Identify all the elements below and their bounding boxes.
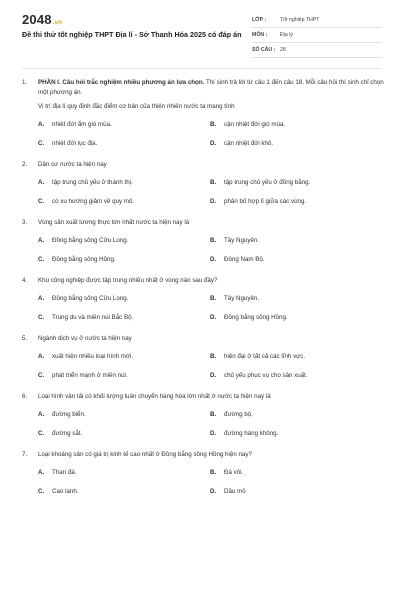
answer-options: [38, 352, 384, 380]
meta-row-count: [252, 43, 382, 58]
question-stem: Vị trí địa lí quy định đặc điểm cơ bản của thiên nhiên nước ta mang tính: [38, 103, 235, 110]
meta-row-class: [252, 13, 382, 28]
answer-options: [38, 468, 384, 496]
meta-key: LỚP :: [252, 17, 267, 23]
section-instructions: Thí sinh trả lời từ câu 1 đến câu 18. Mỗi câu hỏi thí sinh chỉ chọn một phương án.: [38, 79, 384, 96]
question-1: [22, 78, 384, 148]
exam-title: Đề thi thử tốt nghiệp THPT Địa lí - Sở Thanh Hóa 2025 có đáp án: [22, 30, 242, 39]
question-number: 3.: [22, 219, 28, 226]
option-d[interactable]: D. đường hàng không.: [210, 430, 279, 437]
option-a[interactable]: A. xuất hiện nhiều loại hình mới.: [38, 353, 134, 360]
question-5: [22, 334, 384, 380]
option-b[interactable]: B. cận nhiệt đới gió mùa.: [210, 121, 286, 128]
option-c[interactable]: C. đường sắt.: [38, 430, 83, 437]
question-2: [22, 160, 384, 206]
site-logo[interactable]: [22, 12, 62, 27]
exam-meta: [252, 13, 382, 58]
question-number: 1.: [22, 79, 28, 86]
option-a[interactable]: A. Đồng bằng sông Cửu Long.: [38, 237, 129, 244]
question-number: 7.: [22, 451, 28, 458]
option-b[interactable]: B. Tây Nguyên.: [210, 237, 260, 244]
meta-row-subject: [252, 28, 382, 43]
answer-options: [38, 120, 384, 148]
answer-options: [38, 294, 384, 322]
meta-value: Địa lý: [280, 32, 293, 38]
logo-text: 2048: [22, 12, 52, 27]
question-text: [38, 78, 384, 98]
question-3: [22, 218, 384, 264]
option-b[interactable]: B. Tây Nguyên.: [210, 295, 260, 302]
question-text: Ngành dịch vụ ở nước ta hiện nay: [38, 335, 132, 342]
logo-suffix: .vn: [52, 20, 63, 26]
question-text: Dân cư nước ta hiện nay: [38, 161, 107, 168]
option-b[interactable]: B. hiện đại ở tất cả các lĩnh vực.: [210, 353, 306, 360]
option-d[interactable]: D. chủ yếu phục vụ cho sản xuất.: [210, 372, 308, 379]
option-b[interactable]: B. Đá vôi.: [210, 469, 244, 476]
option-a[interactable]: A. nhiệt đới ẩm gió mùa.: [38, 121, 112, 128]
option-a[interactable]: A. tập trung chủ yếu ở thành thị.: [38, 179, 133, 186]
option-a[interactable]: A. đường biển.: [38, 411, 86, 418]
page-header: [0, 0, 400, 62]
option-a[interactable]: A. Đồng bằng sông Cửu Long.: [38, 295, 129, 302]
option-d[interactable]: D. phân bố hợp lí giữa các vùng.: [210, 198, 307, 205]
question-6: [22, 392, 384, 438]
question-number: 4.: [22, 277, 28, 284]
section-heading: PHẦN I. Câu hỏi trắc nghiệm nhiều phương án lựa chọn.: [38, 79, 205, 86]
option-c[interactable]: C. Đồng bằng sông Hồng.: [38, 256, 116, 263]
option-d[interactable]: D. Đông Nam Bộ.: [210, 256, 265, 263]
option-c[interactable]: C. nhiệt đới lục địa.: [38, 140, 98, 147]
question-text: Khu công nghiệp được tập trung nhiều nhất ở vùng nào sau đây?: [38, 277, 218, 284]
option-d[interactable]: D. cận nhiệt đới khô.: [210, 140, 274, 147]
header-divider: [22, 68, 382, 69]
question-text: Loại khoáng sản có giá trị kinh tế cao nhất ở Đồng bằng sông Hồng hiện nay?: [38, 451, 252, 458]
option-b[interactable]: B. đường bộ.: [210, 411, 253, 418]
answer-options: [38, 410, 384, 438]
question-text: Vùng sản xuất lương thực lớn nhất nước ta hiện nay là: [38, 219, 190, 226]
option-d[interactable]: D. Đồng bằng sông Hồng.: [210, 314, 288, 321]
question-number: 2.: [22, 161, 28, 168]
meta-value: Tốt nghiệp THPT: [280, 17, 320, 23]
option-a[interactable]: A. Than đá.: [38, 469, 77, 476]
option-d[interactable]: D. Dầu mỏ: [210, 488, 246, 495]
answer-options: [38, 178, 384, 206]
question-number: 6.: [22, 393, 28, 400]
option-b[interactable]: B. tập trung chủ yếu ở đồng bằng.: [210, 179, 311, 186]
question-list: [22, 78, 384, 508]
question-number: 5.: [22, 335, 28, 342]
question-4: [22, 276, 384, 322]
question-7: [22, 450, 384, 496]
meta-key: SỐ CÂU :: [252, 47, 276, 53]
meta-key: MÔN :: [252, 32, 268, 38]
option-c[interactable]: C. Cao lanh.: [38, 488, 79, 495]
option-c[interactable]: C. có xu hướng giảm về quy mô.: [38, 198, 135, 205]
meta-value: 28: [280, 47, 286, 53]
option-c[interactable]: C. Trung du và miền núi Bắc Bộ.: [38, 314, 134, 321]
question-text: Loại hình vận tải có khối lượng luân chuyển hàng hóa lớn nhất ở nước ta hiện nay là: [38, 393, 271, 400]
option-c[interactable]: C. phát triển mạnh ở miền núi.: [38, 372, 128, 379]
answer-options: [38, 236, 384, 264]
